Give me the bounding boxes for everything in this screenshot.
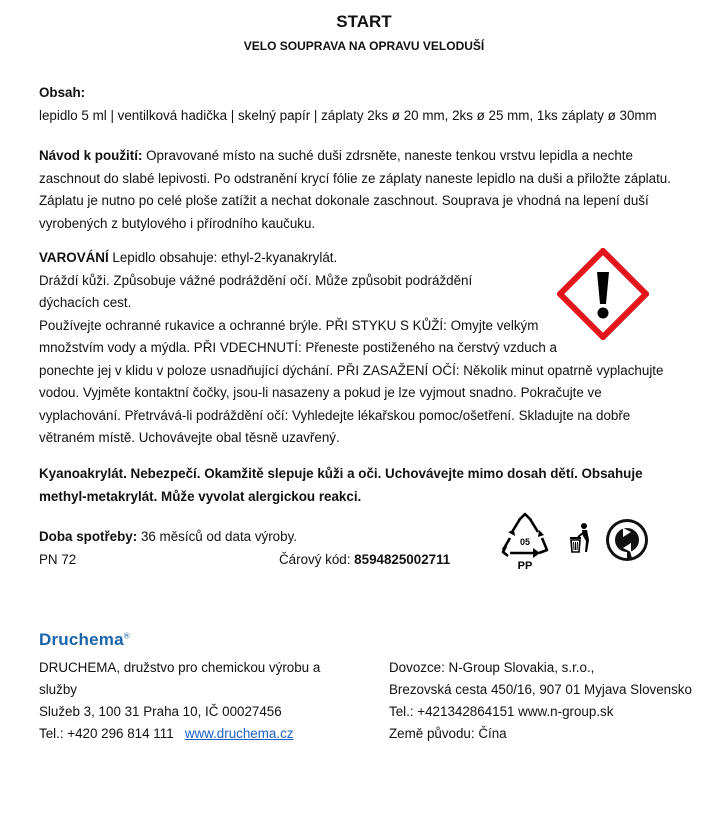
- instructions-section: [39, 145, 679, 235]
- importer-line: Brezovská cesta 450/16, 907 01 Myjava Slovensko: [389, 682, 692, 697]
- warning-line: ponechte jej v klidu v poloze usnadňující dýchání. PŘI ZASAŽENÍ OČÍ: Několik minut opatrně vyplachujte: [39, 362, 664, 378]
- shelf-label: Doba spotřeby:: [39, 529, 138, 544]
- warning-line: vodou. Vyjměte kontaktní čočky, jsou-li nasazeny a pokud je lze vyjmout snadno. Pokračujte ve: [39, 385, 602, 400]
- shelf-text: 36 měsíců od data výroby.: [137, 529, 297, 544]
- manufacturer-address: Služeb 3, 100 31 Praha 10, IČ 00027456: [39, 704, 282, 719]
- warning-line: Lepidlo obsahuje: ethyl-2-kyanakrylát.: [108, 250, 338, 265]
- warning-line: množstvím vody a mýdla. PŘI VDECHNUTÍ: Přeneste postiženého na čerstvý vzduch a: [39, 340, 557, 355]
- druchema-logo: [39, 630, 130, 650]
- ghs-exclamation-icon: [557, 248, 649, 340]
- manufacturer-info: [39, 657, 339, 745]
- recycling-pp-icon: [498, 512, 552, 574]
- recycle-code: 05: [519, 537, 531, 547]
- importer-info: [389, 657, 709, 745]
- warning-line: Dráždí kůži. Způsobuje vážné podráždění očí. Může způsobit podráždění: [39, 272, 473, 288]
- danger-line: Kyanoakrylát. Nebezpečí. Okamžitě slepuje kůži a oči. Uchovávejte mimo dosah dětí. Obsahuje: [39, 466, 643, 481]
- warning-label: VAROVÁNÍ: [39, 250, 109, 265]
- shelf-life-section: [39, 526, 479, 571]
- importer-line: Země původu: Čína: [389, 726, 507, 741]
- warning-line: vyplachování. Přetrvává-li podráždění očí: Vyhledejte lékařskou pomoc/ošetření. Skladujte na dobře: [39, 407, 631, 423]
- manufacturer-name-cont: služby: [39, 682, 77, 697]
- product-title: START: [336, 12, 392, 31]
- recycle-material: PP: [517, 560, 533, 572]
- importer-line: Tel.: +421342864151 www.n-group.sk: [389, 704, 614, 719]
- contents-text: lepidlo 5 ml | ventilková hadička | skelný papír | záplaty 2ks ø 20 mm, 2ks ø 25 mm, 1ks záplaty ø 30mm: [39, 107, 657, 123]
- pn-code: PN 72: [39, 551, 77, 567]
- importer-line: Dovozce: N-Group Slovakia, s.r.o.,: [389, 660, 595, 675]
- product-subtitle: VELO SOUPRAVA NA OPRAVU VELODUŠÍ: [243, 39, 485, 53]
- manufacturer-web-link[interactable]: www.druchema.cz: [184, 726, 294, 741]
- manufacturer-phone: Tel.: +420 296 814 111: [39, 726, 174, 741]
- danger-section: [39, 463, 679, 508]
- logo-mark: ®: [123, 631, 130, 641]
- contents-label: Obsah:: [39, 85, 86, 100]
- tidyman-bin-icon: [567, 522, 593, 558]
- warning-line: Používejte ochranné rukavice a ochranné brýle. PŘI STYKU S KŮŽÍ: Omyjte velkým: [39, 317, 539, 333]
- danger-line: methyl-metakrylát. Může vyvolat alergickou reakci.: [39, 488, 362, 504]
- warning-line: dýchacích cest.: [39, 295, 132, 310]
- instructions-text: Opravované místo na suché duši zdrsněte, naneste tenkou vrstvu lepidla a nechte zaschnout do slabé lepivosti. Po odstranění krycí fólie ze záplaty naneste lepidlo na duši a přiložte záplatu. Záplatu je nutno po celé ploše zatížit a nechat dokonale zaschnout. Souprava je vhodná na lepení duší vyrobených z butylového i přírodního kaučuku.: [39, 148, 671, 231]
- manufacturer-name: DRUCHEMA, družstvo pro chemickou výrobu a: [39, 660, 321, 675]
- contents-section: [39, 82, 679, 127]
- green-dot-icon: [605, 518, 649, 562]
- warning-line: větraném místě. Uchovávejte obal těsně uzavřený.: [39, 430, 340, 445]
- barcode-value: 8594825002711: [354, 551, 451, 567]
- barcode-label: Čárový kód:: [279, 551, 355, 567]
- instructions-label: Návod k použití:: [39, 148, 143, 163]
- logo-text: Druchema: [39, 630, 124, 649]
